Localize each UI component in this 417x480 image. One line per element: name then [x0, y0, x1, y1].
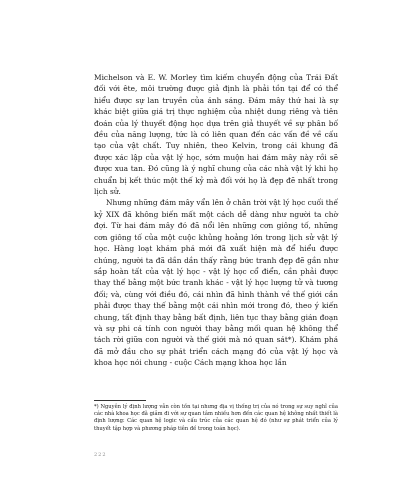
footnote-section — [94, 400, 338, 433]
footnote-divider — [94, 400, 146, 401]
paragraph-1: Michelson và E. W. Morley tìm kiếm chuyển động của Trái Đất đối với ête, môi trường được giả định là phải tồn tại để có thể hiểu được sự lan truyền của ánh sáng. Đám mây thứ hai là sự khác biệt giữa giá trị thực nghiệm của nhiệt dung riêng và tiên đoán của lý thuyết động học dựa trên giả thuyết về sự phân bố đều của năng lượng, tức là có liên quan đến các vấn đề về cấu tạo của vật chất. Tuy nhiên, theo Kelvin, trong cái khung đã được xác lập của vật lý học, sớm muộn hai đám mây này rồi sẽ được xua tan. Đó cũng là ý nghĩ chung của các nhà vật lý khi họ chuẩn bị kết thúc một thế kỷ mà đối với họ là đẹp đẽ nhất trong lịch sử. — [94, 73, 338, 197]
footnote-text: *) Nguyên lý định lượng vẫn còn tồn tại nhưng địa vị thống trị của nó trong sự suy nghĩ của các nhà khoa học đã giảm đi với sự quan tâm nhiều hơn đến các quan hệ không nhất thiết là định lượng: Các quan hệ logic và cấu trúc của các quan hệ đó (như sự phát triển của lý thuyết tập hợp và phương pháp tiên đề trong toán học). — [94, 404, 338, 432]
page-number: 222 — [94, 452, 107, 458]
paragraph-2: Nhưng những đám mây vẩn lên ở chân trời vật lý học cuối thế kỷ XIX đã không biến mất một cách dễ dàng như người ta chờ đợi. Từ hai đám mây đó đã nổi lên những cơn giông tố, những cơn giông tố của một cuộc khủng hoảng lớn trong lịch sử vật lý học. Hàng loạt khám phá mới đã xuất hiện mà để hiểu được chúng, người ta đã dần dần thấy rằng bức tranh đẹp đẽ gần như sắp hoàn tất của vật lý học - vật lý học cổ điển, cần phải được thay thế bằng một bức tranh khác - vật lý học lượng tử và tương đối; và, cùng với điều đó, cái nhìn đã hình thành về thế giới cần phải được thay thế bằng một cái nhìn mới trong đó, theo ý kiến chung, tất định thay bằng bất định, liên tục thay bằng gián đoạn và sự phi cá tính con người thay bằng mối quan hệ không thể tách rời giữa con người và thế giới mà nó quan sát*). Khám phá đã mở đầu cho sự phát triển cách mạng đó của vật lý học và khoa học nói chung - cuộc Cách mạng khoa học lần — [94, 198, 338, 368]
body-text — [94, 72, 338, 369]
